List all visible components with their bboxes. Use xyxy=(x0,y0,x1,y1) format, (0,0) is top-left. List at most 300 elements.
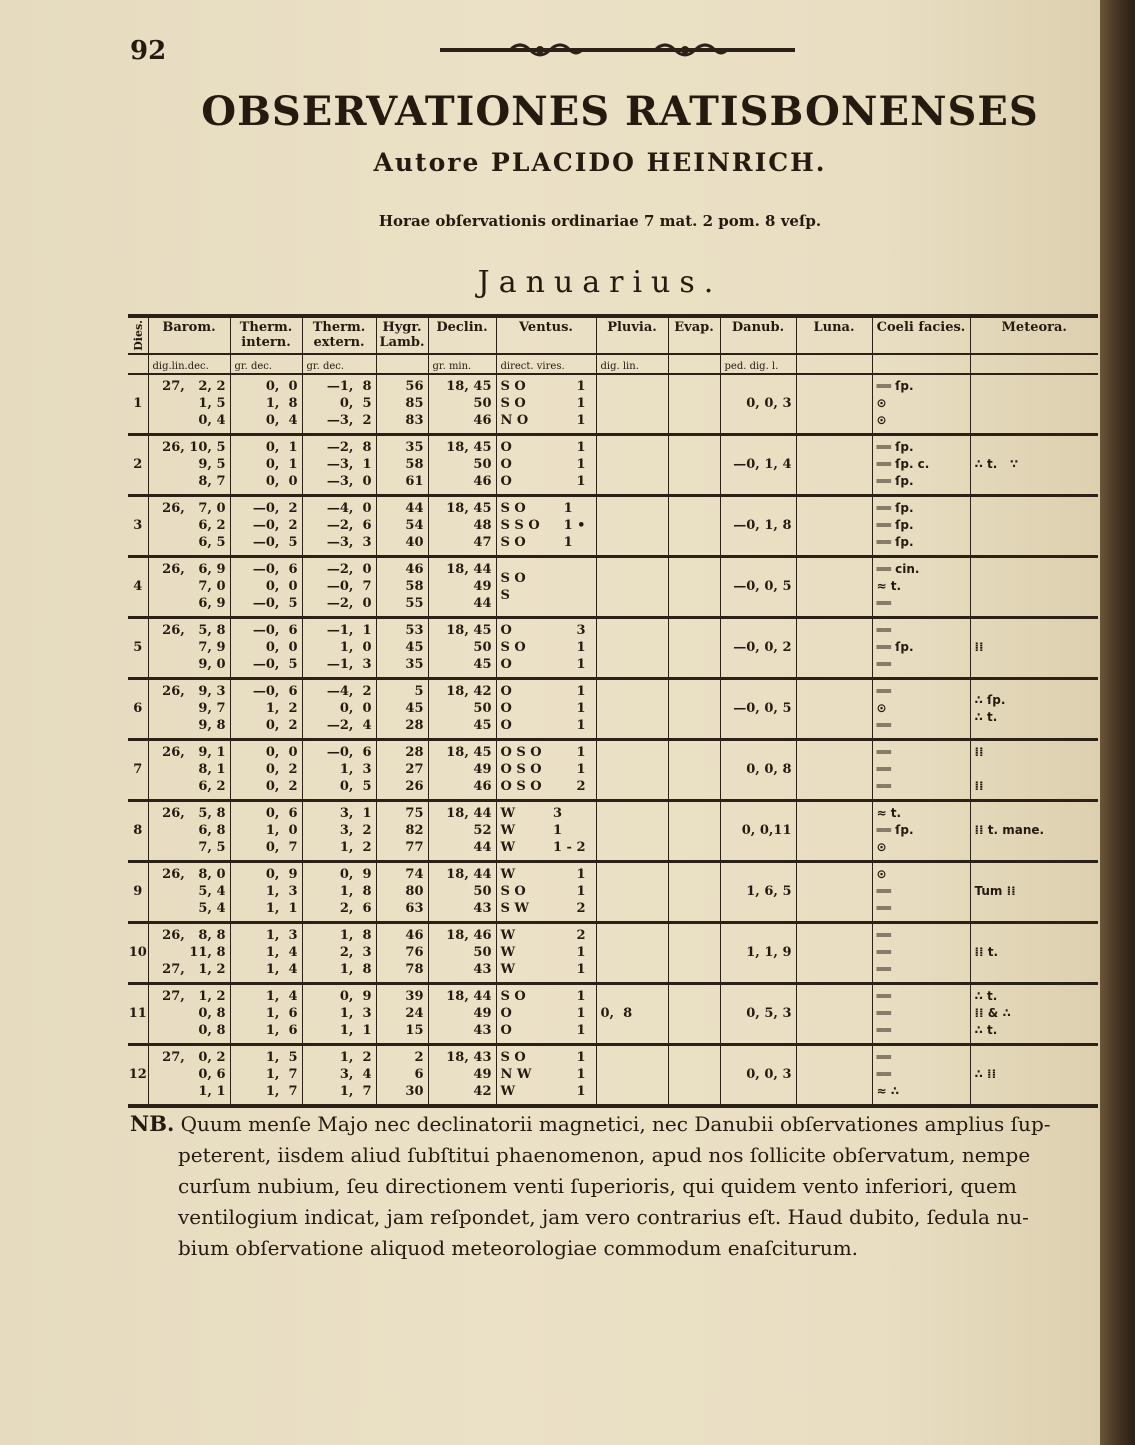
unit-declin: gr. min. xyxy=(428,354,496,374)
wind-direction: S O S S O S O xyxy=(500,501,540,551)
meteora-cell xyxy=(970,800,1098,861)
coeli-cell xyxy=(872,434,970,495)
day-number-text: 10 xyxy=(128,945,147,961)
coeli-cell-text: ≈ t. ══ ſp. ⊙ xyxy=(876,806,914,855)
day-number-text: 6 xyxy=(133,701,143,717)
declin-cell xyxy=(428,861,496,922)
danub-cell-text: —0, 0, 2 xyxy=(733,640,792,656)
meteora-cell xyxy=(970,1044,1098,1104)
therm-intern-cell xyxy=(230,739,302,800)
therm-extern-cell xyxy=(302,739,376,800)
day-number xyxy=(128,617,148,678)
day-number-text: 3 xyxy=(133,518,143,534)
ventus-cell xyxy=(496,1044,596,1104)
danub-cell-text: —0, 1, 8 xyxy=(733,518,792,534)
wind-strength: 1 1 2 xyxy=(576,745,586,795)
therm-intern-cell xyxy=(230,861,302,922)
coeli-cell xyxy=(872,678,970,739)
table-row xyxy=(128,800,1098,861)
meteora-cell xyxy=(970,374,1098,435)
luna-cell xyxy=(796,678,872,739)
hygr-cell xyxy=(376,739,428,800)
danub-cell xyxy=(720,800,796,861)
meteora-cell-text: ∴ t. ⁞⁞ & ∴ ∴ t. xyxy=(974,989,1011,1038)
declin-cell xyxy=(428,739,496,800)
hygr-cell xyxy=(376,983,428,1044)
danub-cell-text: 0, 0, 3 xyxy=(746,396,792,412)
meteora-cell xyxy=(970,983,1098,1044)
therm-extern-cell-text: —4, 0 —2, 6 —3, 3 xyxy=(326,501,372,551)
unit-pluvia: dig. lin. xyxy=(596,354,668,374)
therm-extern-cell xyxy=(302,1044,376,1104)
coeli-cell-text: ══ ══ ══ xyxy=(876,745,891,794)
therm-intern-cell xyxy=(230,1044,302,1104)
evap-cell xyxy=(668,617,720,678)
wind-strength: 1 1 1 xyxy=(576,684,586,734)
wind-strength: 1 1 1 xyxy=(576,379,586,429)
therm-intern-cell-text: —0, 6 1, 2 0, 2 xyxy=(252,684,298,734)
therm-intern-cell-text: 0, 0 1, 8 0, 4 xyxy=(265,379,298,429)
meteora-cell xyxy=(970,922,1098,983)
meteora-cell xyxy=(970,495,1098,556)
header-danub: Danub. xyxy=(720,318,796,354)
header-luna: Luna. xyxy=(796,318,872,354)
barom-cell xyxy=(148,617,230,678)
wind-direction: W S O S W xyxy=(500,867,530,917)
danub-cell-text: —0, 0, 5 xyxy=(733,579,792,595)
danub-cell-text: 1, 1, 9 xyxy=(746,945,792,961)
luna-cell xyxy=(796,617,872,678)
header-therm-extern: Therm. extern. xyxy=(302,318,376,354)
pluvia-cell xyxy=(596,556,668,617)
meteora-cell-text: ⁞⁞ xyxy=(974,640,984,655)
therm-intern-cell xyxy=(230,374,302,435)
barom-cell xyxy=(148,861,230,922)
table-row xyxy=(128,1044,1098,1104)
day-number xyxy=(128,495,148,556)
wind-strength xyxy=(586,570,592,604)
wind-strength: 3 1 1 xyxy=(576,623,586,673)
pluvia-cell xyxy=(596,495,668,556)
page-number: 92 xyxy=(130,36,167,66)
therm-intern-cell-text: 1, 5 1, 7 1, 7 xyxy=(265,1050,298,1100)
header-coeli: Coeli facies. xyxy=(872,318,970,354)
day-number xyxy=(128,861,148,922)
therm-intern-cell xyxy=(230,556,302,617)
therm-extern-cell xyxy=(302,556,376,617)
table-row xyxy=(128,983,1098,1044)
therm-intern-cell xyxy=(230,678,302,739)
danub-cell-text: 0, 5, 3 xyxy=(746,1006,792,1022)
declin-cell-text: 18, 44 49 43 xyxy=(446,989,492,1039)
wind-direction: W W W xyxy=(500,806,516,856)
danub-cell-text: 0, 0, 3 xyxy=(746,1067,792,1083)
therm-extern-cell-text: 3, 1 3, 2 1, 2 xyxy=(339,806,372,856)
wind-direction: S O N W W xyxy=(500,1050,532,1100)
declin-cell-text: 18, 43 49 42 xyxy=(446,1050,492,1100)
danub-cell-text: —0, 1, 4 xyxy=(733,457,792,473)
hygr-cell xyxy=(376,617,428,678)
table-row xyxy=(128,678,1098,739)
declin-cell xyxy=(428,922,496,983)
declin-cell xyxy=(428,678,496,739)
wind-direction: O S O O xyxy=(500,623,526,673)
meteora-cell xyxy=(970,556,1098,617)
declin-cell xyxy=(428,495,496,556)
day-number xyxy=(128,739,148,800)
footnote-line-4: ventilogium indicat, jam reſpondet, jam vero contrarius eſt. Haud dubito, ſedula nu- xyxy=(178,1205,1029,1229)
header-ventus: Ventus. xyxy=(496,318,596,354)
danub-cell xyxy=(720,374,796,435)
pluvia-cell xyxy=(596,739,668,800)
therm-intern-cell-text: —0, 2 —0, 2 —0, 5 xyxy=(252,501,298,551)
page-title: OBSERVATIONES RATISBONENSES xyxy=(201,88,1039,135)
barom-cell xyxy=(148,922,230,983)
meteora-cell-text: Tum ⁞⁞ xyxy=(974,884,1016,899)
day-number-text: 5 xyxy=(133,640,143,656)
day-number xyxy=(128,556,148,617)
day-number-text: 2 xyxy=(133,457,143,473)
barom-cell xyxy=(148,374,230,435)
month-heading: Januarius. xyxy=(477,265,723,300)
pluvia-cell-text: 0, 8 xyxy=(600,1006,633,1022)
barom-cell xyxy=(148,1044,230,1104)
luna-cell xyxy=(796,434,872,495)
barom-cell-text: 26, 6, 9 7, 0 6, 9 xyxy=(162,562,226,612)
therm-intern-cell-text: —0, 6 0, 0 —0, 5 xyxy=(252,623,298,673)
meteora-cell-text: ⁞⁞ ⁞⁞ xyxy=(974,745,984,794)
coeli-cell-text: ══ ⊙ ══ xyxy=(876,684,891,733)
barom-cell xyxy=(148,739,230,800)
barom-cell-text: 26, 10, 5 9, 5 8, 7 xyxy=(162,440,226,490)
meteora-cell-text: ∴ ⁞⁞ xyxy=(974,1067,997,1082)
declin-cell-text: 18, 45 50 46 xyxy=(446,440,492,490)
declin-cell xyxy=(428,434,496,495)
danub-cell xyxy=(720,861,796,922)
day-number-text: 9 xyxy=(133,884,143,900)
hygr-cell-text: 56 85 83 xyxy=(405,379,424,429)
unit-ventus: direct. vires. xyxy=(496,354,596,374)
day-number xyxy=(128,374,148,435)
ventus-cell xyxy=(496,495,596,556)
wind-direction: O O O xyxy=(500,684,512,734)
therm-intern-cell xyxy=(230,983,302,1044)
luna-cell xyxy=(796,800,872,861)
table-row xyxy=(128,861,1098,922)
ventus-cell xyxy=(496,374,596,435)
coeli-cell-text: ══ ſp. ⊙ ⊙ xyxy=(876,379,914,428)
coeli-cell xyxy=(872,556,970,617)
day-number-text: 12 xyxy=(128,1067,147,1083)
danub-cell xyxy=(720,1044,796,1104)
declin-cell-text: 18, 45 50 46 xyxy=(446,379,492,429)
danub-cell-text: 0, 0,11 xyxy=(741,823,792,839)
unit-barom: dig.lin.dec. xyxy=(148,354,230,374)
pluvia-cell xyxy=(596,800,668,861)
therm-intern-cell-text: 0, 6 1, 0 0, 7 xyxy=(265,806,298,856)
barom-cell xyxy=(148,800,230,861)
header-pluvia: Pluvia. xyxy=(596,318,668,354)
ventus-cell xyxy=(496,922,596,983)
therm-intern-cell-text: 1, 4 1, 6 1, 6 xyxy=(265,989,298,1039)
meteora-cell-text: ∴ t. ∵ xyxy=(974,457,1019,472)
barom-cell-text: 26, 5, 8 7, 9 9, 0 xyxy=(162,623,226,673)
declin-cell xyxy=(428,374,496,435)
therm-extern-cell xyxy=(302,374,376,435)
meteora-cell xyxy=(970,617,1098,678)
barom-cell xyxy=(148,434,230,495)
observations-body xyxy=(128,374,1098,1104)
ventus-cell xyxy=(496,800,596,861)
coeli-cell-text: ══ ══ ══ xyxy=(876,989,891,1038)
meteora-cell xyxy=(970,739,1098,800)
therm-extern-cell xyxy=(302,983,376,1044)
therm-intern-cell-text: 0, 0 0, 2 0, 2 xyxy=(265,745,298,795)
evap-cell xyxy=(668,800,720,861)
therm-extern-cell-text: —1, 8 0, 5 —3, 2 xyxy=(326,379,372,429)
danub-cell xyxy=(720,556,796,617)
header-therm-intern: Therm. intern. xyxy=(230,318,302,354)
wind-strength: 2 1 1 xyxy=(576,928,586,978)
coeli-cell-text: ══ ſp. ══ ſp. c. ══ ſp. xyxy=(876,440,930,489)
wind-direction: W W W xyxy=(500,928,516,978)
coeli-cell xyxy=(872,800,970,861)
evap-cell xyxy=(668,739,720,800)
meteora-cell-text: ⁞⁞ t. mane. xyxy=(974,823,1045,838)
declin-cell xyxy=(428,556,496,617)
coeli-cell xyxy=(872,374,970,435)
barom-cell-text: 26, 9, 3 9, 7 9, 8 xyxy=(162,684,226,734)
header-hygr: Hygr. Lamb. xyxy=(376,318,428,354)
therm-intern-cell xyxy=(230,800,302,861)
barom-cell xyxy=(148,983,230,1044)
meteora-cell xyxy=(970,678,1098,739)
hygr-cell xyxy=(376,495,428,556)
footnote-line-1: Quum menſe Majo nec declinatorii magnetici, nec Danubii obſervationes amplius ſup- xyxy=(180,1112,1051,1136)
footnote-line-3: curſum nubium, ſeu directionem venti ſuperioris, qui quidem vento inferiori, quem xyxy=(178,1174,1017,1198)
therm-extern-cell-text: 1, 8 2, 3 1, 8 xyxy=(339,928,372,978)
pluvia-cell xyxy=(596,922,668,983)
therm-extern-cell-text: —2, 0 —0, 7 —2, 0 xyxy=(326,562,372,612)
therm-intern-cell-text: 0, 1 0, 1 0, 0 xyxy=(265,440,298,490)
therm-extern-cell xyxy=(302,800,376,861)
wind-strength: 1 1 1 xyxy=(576,1050,586,1100)
day-number xyxy=(128,983,148,1044)
hygr-cell-text: 44 54 40 xyxy=(405,501,424,551)
table-row xyxy=(128,434,1098,495)
hygr-cell-text: 5 45 28 xyxy=(405,684,424,734)
hygr-cell xyxy=(376,861,428,922)
hygr-cell-text: 46 58 55 xyxy=(405,562,424,612)
therm-extern-cell-text: —4, 2 0, 0 —2, 4 xyxy=(326,684,372,734)
luna-cell xyxy=(796,374,872,435)
evap-cell xyxy=(668,922,720,983)
therm-extern-cell xyxy=(302,495,376,556)
day-number xyxy=(128,434,148,495)
therm-extern-cell xyxy=(302,861,376,922)
header-declin: Declin. xyxy=(428,318,496,354)
barom-cell-text: 26, 8, 0 5, 4 5, 4 xyxy=(162,867,226,917)
observations-table xyxy=(128,314,1098,1108)
wind-direction: S O S O N O xyxy=(500,379,529,429)
therm-extern-cell xyxy=(302,922,376,983)
declin-cell-text: 18, 42 50 45 xyxy=(446,684,492,734)
footnote-label: NB. xyxy=(130,1111,175,1136)
day-number-text: 7 xyxy=(133,762,143,778)
therm-intern-cell-text: —0, 6 0, 0 —0, 5 xyxy=(252,562,298,612)
wind-strength: 1 1 2 xyxy=(576,867,586,917)
therm-extern-cell-text: —1, 1 1, 0 —1, 3 xyxy=(326,623,372,673)
ventus-cell xyxy=(496,434,596,495)
header-meteora: Meteora. xyxy=(970,318,1098,354)
day-number xyxy=(128,678,148,739)
wind-strength: 1 1 • 1 xyxy=(563,501,586,551)
hygr-cell-text: 74 80 63 xyxy=(405,867,424,917)
units-row xyxy=(128,354,1098,374)
luna-cell xyxy=(796,556,872,617)
header-barom: Barom. xyxy=(148,318,230,354)
author-line: Autore PLACIDO HEINRICH. xyxy=(373,148,827,177)
danub-cell xyxy=(720,495,796,556)
declin-cell xyxy=(428,800,496,861)
hygr-cell xyxy=(376,800,428,861)
declin-cell-text: 18, 44 49 44 xyxy=(446,562,492,612)
therm-extern-cell-text: —0, 6 1, 3 0, 5 xyxy=(326,745,372,795)
barom-cell-text: 27, 1, 2 0, 8 0, 8 xyxy=(162,989,226,1039)
luna-cell xyxy=(796,739,872,800)
evap-cell xyxy=(668,1044,720,1104)
evap-cell xyxy=(668,434,720,495)
footnote-line-5: bium obſervatione aliquod meteorologiae commodum enaſciturum. xyxy=(178,1236,859,1260)
therm-intern-cell xyxy=(230,434,302,495)
meteora-cell-text: ∴ ſp. ∴ t. xyxy=(974,692,1006,724)
evap-cell xyxy=(668,678,720,739)
pluvia-cell xyxy=(596,678,668,739)
declin-cell-text: 18, 46 50 43 xyxy=(446,928,492,978)
coeli-cell xyxy=(872,983,970,1044)
footnote xyxy=(130,1108,1100,1264)
declin-cell xyxy=(428,617,496,678)
hygr-cell xyxy=(376,556,428,617)
therm-intern-cell-text: 1, 3 1, 4 1, 4 xyxy=(265,928,298,978)
table-row xyxy=(128,374,1098,435)
day-number-text: 1 xyxy=(133,396,143,412)
barom-cell-text: 26, 9, 1 8, 1 6, 2 xyxy=(162,745,226,795)
luna-cell xyxy=(796,1044,872,1104)
barom-cell xyxy=(148,495,230,556)
header-evap: Evap. xyxy=(668,318,720,354)
evap-cell xyxy=(668,556,720,617)
hygr-cell-text: 53 45 35 xyxy=(405,623,424,673)
coeli-cell xyxy=(872,739,970,800)
hygr-cell-text: 28 27 26 xyxy=(405,745,424,795)
meteora-cell-text: ⁞⁞ t. xyxy=(974,945,999,960)
danub-cell xyxy=(720,983,796,1044)
wind-direction: O S O O S O O S O xyxy=(500,745,542,795)
danub-cell xyxy=(720,434,796,495)
wind-direction: S O S xyxy=(500,570,526,603)
day-number xyxy=(128,800,148,861)
page-edge xyxy=(1100,0,1135,1445)
therm-intern-cell-text: 0, 9 1, 3 1, 1 xyxy=(265,867,298,917)
danub-cell xyxy=(720,739,796,800)
pluvia-cell xyxy=(596,374,668,435)
table-row xyxy=(128,922,1098,983)
hygr-cell xyxy=(376,374,428,435)
wind-direction: S O O O xyxy=(500,989,526,1039)
barom-cell-text: 26, 8, 8 11, 8 27, 1, 2 xyxy=(162,928,226,978)
declin-cell-text: 18, 44 50 43 xyxy=(446,867,492,917)
hygr-cell-text: 75 82 77 xyxy=(405,806,424,856)
danub-cell xyxy=(720,922,796,983)
ornament-rule xyxy=(440,40,795,64)
danub-cell-text: —0, 0, 5 xyxy=(733,701,792,717)
ventus-cell xyxy=(496,861,596,922)
wind-strength: 1 1 1 xyxy=(576,989,586,1039)
therm-extern-cell-text: 1, 2 3, 4 1, 7 xyxy=(339,1050,372,1100)
ventus-cell xyxy=(496,556,596,617)
table-row xyxy=(128,617,1098,678)
therm-extern-cell xyxy=(302,678,376,739)
day-number xyxy=(128,922,148,983)
luna-cell xyxy=(796,495,872,556)
pluvia-cell xyxy=(596,861,668,922)
declin-cell-text: 18, 45 50 45 xyxy=(446,623,492,673)
coeli-cell xyxy=(872,922,970,983)
unit-danub: ped. dig. l. xyxy=(720,354,796,374)
coeli-cell-text: ⊙ ══ ══ xyxy=(876,867,891,916)
declin-cell-text: 18, 44 52 44 xyxy=(446,806,492,856)
pluvia-cell xyxy=(596,617,668,678)
barom-cell-text: 27, 2, 2 1, 5 0, 4 xyxy=(162,379,226,429)
coeli-cell xyxy=(872,1044,970,1104)
pluvia-cell xyxy=(596,434,668,495)
hygr-cell xyxy=(376,1044,428,1104)
declin-cell xyxy=(428,1044,496,1104)
barom-cell-text: 27, 0, 2 0, 6 1, 1 xyxy=(162,1050,226,1100)
observation-hours: Horae obſervationis ordinariae 7 mat. 2 pom. 8 veſp. xyxy=(378,212,822,230)
header-row xyxy=(128,318,1098,354)
therm-extern-cell xyxy=(302,434,376,495)
coeli-cell xyxy=(872,495,970,556)
table-row xyxy=(128,739,1098,800)
therm-intern-cell xyxy=(230,922,302,983)
table-row xyxy=(128,495,1098,556)
wind-strength: 3 1 1 - 2 xyxy=(552,806,586,856)
day-number-text: 8 xyxy=(133,823,143,839)
declin-cell xyxy=(428,983,496,1044)
barom-cell xyxy=(148,556,230,617)
unit-therm-extern: gr. dec. xyxy=(302,354,376,374)
header-dies: Dies. xyxy=(132,320,145,351)
footnote-line-2: peterent, iisdem aliud ſubſtitui phaenomenon, apud nos ſollicite obſervatum, nempe xyxy=(178,1143,1031,1167)
evap-cell xyxy=(668,861,720,922)
wind-direction: O O O xyxy=(500,440,512,490)
danub-cell-text: 1, 6, 5 xyxy=(746,884,792,900)
hygr-cell-text: 46 76 78 xyxy=(405,928,424,978)
therm-intern-cell xyxy=(230,617,302,678)
coeli-cell-text: ══ cin. ≈ t. ══ xyxy=(876,562,920,611)
therm-extern-cell-text: 0, 9 1, 8 2, 6 xyxy=(339,867,372,917)
hygr-cell xyxy=(376,434,428,495)
therm-extern-cell-text: 0, 9 1, 3 1, 1 xyxy=(339,989,372,1039)
luna-cell xyxy=(796,861,872,922)
wind-strength: 1 1 1 xyxy=(576,440,586,490)
therm-extern-cell-text: —2, 8 —3, 1 —3, 0 xyxy=(326,440,372,490)
therm-extern-cell xyxy=(302,617,376,678)
hygr-cell xyxy=(376,678,428,739)
barom-cell xyxy=(148,678,230,739)
